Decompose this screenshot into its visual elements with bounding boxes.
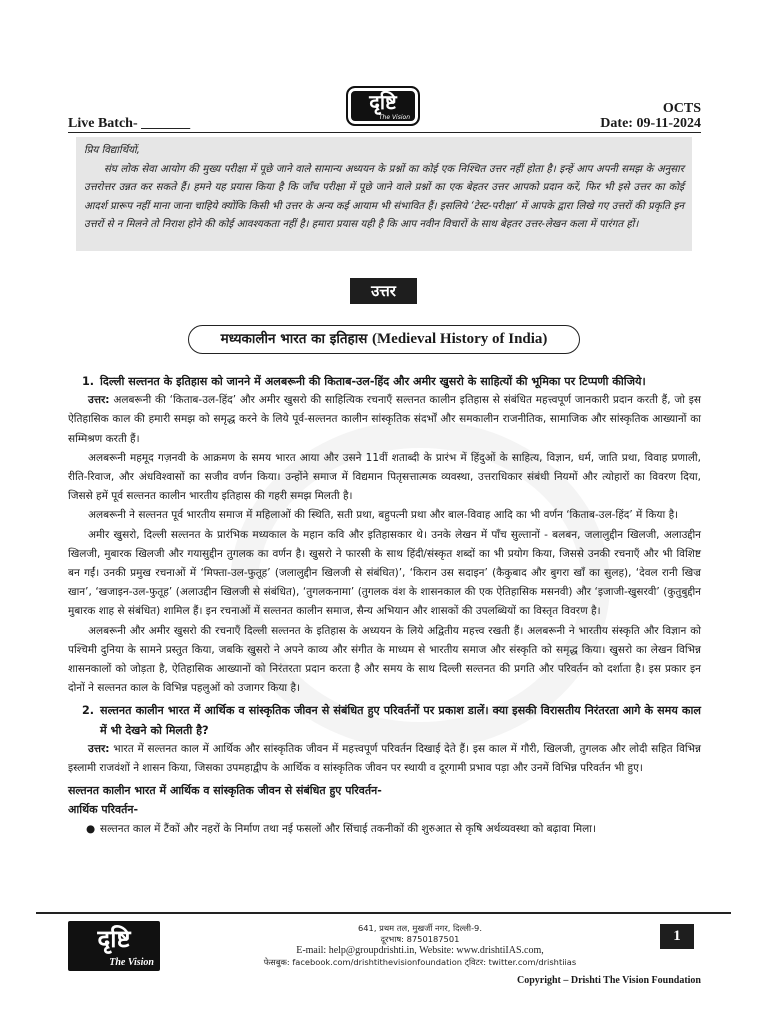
section-title [188,325,580,354]
intro-body: संघ लोक सेवा आयोग की मुख्य परीक्षा में पूछे जाने वाले सामान्य अध्ययन के प्रश्नों का कोई एक निश्चित उत्तर नहीं होता है। इन्हें आप अपनी समझ के अनुसार उत्तरोत्तर उन्नत कर सकते हैं। हमने यह प्रयास किया है कि जाँच परीक्षा में पूछे जाने वाले प्रश्नों का एक बेहतर उत्तर आपको प्रदान करें, फिर भी इसे उत्तर का कोई आदर्श प्रारूप नहीं माना जाना चाहिये क्योंकि किसी भी उत्तर के अन्य कई आयाम भी संभावित हैं। इसलिये ‘टेस्ट-परीक्षा’ में आपके द्वारा लिखे गए उत्तरों की प्रकृति इन उत्तरों से न मिलने तो निराश होने की कोई आवश्यकता नहीं है। हमारा प्रयास यही है कि आप नवीन विचारों के साथ बेहतर उत्तर-लेखन कला में पारंगत हों। [84,163,684,231]
answer-1-intro [68,391,701,449]
economic-bullet-1 [68,820,701,839]
economic-bullet-1-text: सल्तनत काल में टैंकों और नहरों के निर्माण तथा नई फसलों और सिंचाई तकनीकों की शुरुआत से कृषि अर्थव्यवस्था को बढ़ावा मिला। [100,822,596,835]
copyright: Copyright – Drishti The Vision Foundation [516,975,701,986]
live-batch-label: Live Batch- _______ [68,116,191,131]
question-1-text: दिल्ली सल्तनत के इतिहास को जानने में अलबरूनी की किताब-उल-हिंद और अमीर खुसरो के साहित्यों की भूमिका पर टिप्पणी कीजिये। [100,375,646,388]
footer-social: फेसबुक: facebook.com/drishtithevisionfoundation ट्विटर: twitter.com/drishtiias [263,956,577,967]
answer-2-label: उत्तर: [88,742,110,755]
logo-subtext: The Vision [378,114,410,121]
question-2-number: 2. [82,704,95,718]
logo-text: दृष्टि [369,90,397,114]
question-2 [68,701,701,739]
footer-address: 641, प्रथम तल, मुखर्जी नगर, दिल्ली-9. [358,923,482,933]
intro-note [76,137,692,251]
test-code: OCTS [662,101,701,116]
economic-changes-heading: आर्थिक परिवर्तन- [68,803,139,817]
question-2-text: सल्तनत कालीन भारत में आर्थिक व सांस्कृतिक जीवन से संबंधित हुए परिवर्तनों पर प्रकाश डालें। क्या इसकी विरासतीय निरंतरता आगे के समय काल में भी देखने को मिलती है? [100,704,701,737]
answer-1-label: उत्तर: [88,394,110,407]
footer-contact [240,923,600,968]
answer-2-intro [68,740,701,778]
bullet-icon: ● [86,822,96,835]
footer-logo-text: दृष्टि [97,925,131,953]
answer-1-para-3: अलबरूनी ने सल्तनत पूर्व भारतीय समाज में महिलाओं की स्थिति, सती प्रथा, बहुपत्नी प्रथा और बाल-विवाह आदि का भी वर्णन ‘किताब-उल-हिंद’ में किया है। [88,509,679,522]
answer-2-subheading: सल्तनत कालीन भारत में आर्थिक व सांस्कृतिक जीवन से संबंधित हुए परिवर्तन- [68,784,382,798]
footer-logo [68,921,160,971]
question-1 [68,372,701,391]
answer-1-intro-text: अलबरूनी की ‘किताब-उल-हिंद’ और अमीर खुसरो की साहित्यिक रचनाएँ सल्तनत कालीन इतिहास से संबंधित महत्त्वपूर्ण जानकारी प्रदान करती हैं, जो इस ऐतिहासिक काल की हमारी समझ को समृद्ध करने के लिये पूर्व-सल्तनत कालीन सांस्कृतिक संदर्भों और समकालीन राजनीतिक, सामाजिक और सांस्कृतिक आख्यानों का सम्मिश्रण करती हैं। [68,394,701,445]
question-1-number: 1. [82,375,95,388]
answer-content [68,372,701,839]
footer-divider [36,912,731,914]
intro-greeting: प्रिय विद्यार्थियों, [84,145,140,156]
footer-logo-subtext: The Vision [109,957,154,968]
section-title-hindi: मध्यकालीन भारत का इतिहास [220,331,368,347]
drishti-logo [346,86,420,126]
answer-heading: उत्तर [350,278,417,304]
answer-1-para-4: अमीर खुसरो, दिल्ली सल्तनत के प्रारंभिक मध्यकाल के महान कवि और इतिहासकार थे। उनके लेखन में पाँच सुल्तानों - बलबन, जलालुद्दीन खिलजी, अलाउद्दीन खिलजी, मुबारक खिलजी और गयासुद्दीन तुगलक का वर्णन है। खुसरो ने फारसी के साथ हिंदी/संस्कृत शब्दों का भी प्रयोग किया, जिससे उनकी रचनाएँ और भी विशिष्ट बन गईं। उनकी प्रमुख रचनाओं में ‘मिफ्ता-उल-फुतूह’ (जलालुद्दीन खिलजी से संबंधित)’, ‘किरान उस सदाइन’ (कैकुबाद और बुगरा खाँ का सुलह), ‘देवल रानी खिज्र खान’, ‘खजाइन-उल-फुतूह’ (अलाउद्दीन खिलजी से संबंधित), ‘तुगलकनामा’ (तुगलक वंश के शासनकाल की एक ऐतिहासिक मसनवी) और ‘इजाजी-खुसरवी’ (कुतुबुद्दीन मुबारक शाह से संबंधित) शामिल हैं। इन रचनाओं में सल्तनत कालीन समाज, सैन्य अभियान और शासकों की उपलब्धियों का विस्तृत विवरण है। [68,528,701,618]
answer-1-para-2: अलबरूनी महमूद गज़नवी के आक्रमण के समय भारत आया और उसने 11वीं शताब्दी के प्रारंभ में हिंदुओं के साहित्य, विज्ञान, धर्म, जाति प्रथा, विवाह प्रणाली, रीति-रिवाज, और अंधविश्वासों का सजीव वर्णन किया। उन्होंने समाज में विद्यमान पितृसत्तात्मक व्यवस्था, उत्तराधिकार संबंधी नियमों और त्योहारों का विवरण दिया, जिससे हमें पूर्व सल्तनत कालीन भारतीय इतिहास की गहरी समझ मिलती है। [68,451,701,503]
header-divider [68,132,701,133]
footer-email-website: E-mail: help@groupdrishti.in, Website: www.drishtiIAS.com, [296,945,544,957]
page-number: 1 [660,924,694,949]
footer-phone: दूरभाष: 8750187501 [380,934,460,945]
answer-2-intro-text: भारत में सल्तनत काल में आर्थिक और सांस्कृतिक जीवन में महत्त्वपूर्ण परिवर्तन दिखाई देते हैं। इस काल में गौरी, खिलजी, तुगलक और लोदी सहित विभिन्न इस्लामी राजवंशों ने शासन किया, जिसका उपमहाद्वीप के आर्थिक व सांस्कृतिक जीवन पर स्थायी व दूरगामी प्रभाव पड़ा और उनमें विभिन्न परिवर्तन भी हुए। [68,742,701,775]
section-title-english: (Medieval History of India) [372,331,548,347]
answer-1-para-5: अलबरूनी और अमीर खुसरो की रचनाएँ दिल्ली सल्तनत के इतिहास के अध्ययन के लिये अद्वितीय महत्त्व रखती हैं। अलबरूनी ने भारतीय संस्कृति और विज्ञान को पश्चिमी दुनिया के सामने प्रस्तुत किया, जबकि खुसरो ने अपने काव्य और संगीत के माध्यम से भारतीय समाज और संस्कृति को समृद्ध किया। खुसरो का लेखन विभिन्न शासनकालों को जोड़ता है, ऐतिहासिक आख्यानों को निरंतरता प्रदान करता है और समय के साथ दिल्ली सल्तनत की प्रगति और परिवर्तन को दर्शाता है। इस प्रकार इन दोनों ने सल्तनत काल के विभिन्न पहलुओं को उजागर किया है। [68,624,701,695]
test-date: Date: 09-11-2024 [600,116,701,131]
